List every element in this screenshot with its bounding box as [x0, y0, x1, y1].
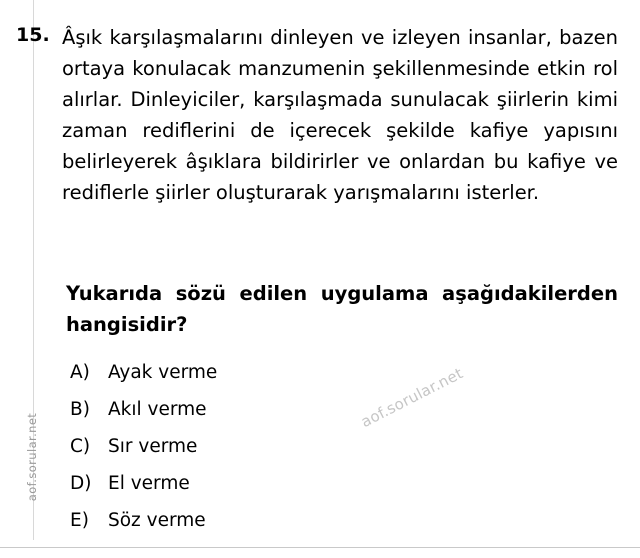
- question-prompt: Yukarıda sözü edilen uygulama aşağıdakilerden hangisidir?: [66, 282, 618, 336]
- option-e-letter: E): [70, 510, 89, 531]
- option-a-letter: A): [70, 362, 90, 383]
- answer-options: [70, 360, 550, 545]
- option-d-letter: D): [70, 473, 92, 494]
- option-c[interactable]: [70, 434, 550, 460]
- option-e[interactable]: [70, 508, 550, 534]
- side-watermark: aof.sorular.net: [25, 412, 39, 502]
- option-c-text: Sır verme: [108, 436, 198, 457]
- bottom-rule: [0, 547, 640, 548]
- question-passage: Âşık karşılaşmalarını dinleyen ve izleyen insanlar, bazen ortaya konulacak manzumenin şekillenmesinde etkin rol alırlar. Dinleyiciler, karşılaşmada sunulacak şiirlerin kimi zaman rediflerini de içerecek şekilde kafiye yapısını belirleyerek âşıklara bildirirler ve onlardan bu kafiye ve rediflerle şiirler oluşturarak yarışmalarını isterler.: [62, 26, 618, 204]
- option-a[interactable]: [70, 360, 550, 386]
- option-e-text: Söz verme: [108, 510, 206, 531]
- option-d[interactable]: [70, 471, 550, 497]
- option-d-text: El verme: [108, 473, 190, 494]
- diagonal-watermark: aof.sorular.net: [358, 364, 466, 432]
- option-b[interactable]: [70, 397, 550, 423]
- option-a-text: Ayak verme: [108, 362, 218, 383]
- option-b-text: Akıl verme: [108, 399, 207, 420]
- option-c-letter: C): [70, 436, 91, 457]
- question-number: 15.: [16, 24, 50, 46]
- option-b-letter: B): [70, 399, 90, 420]
